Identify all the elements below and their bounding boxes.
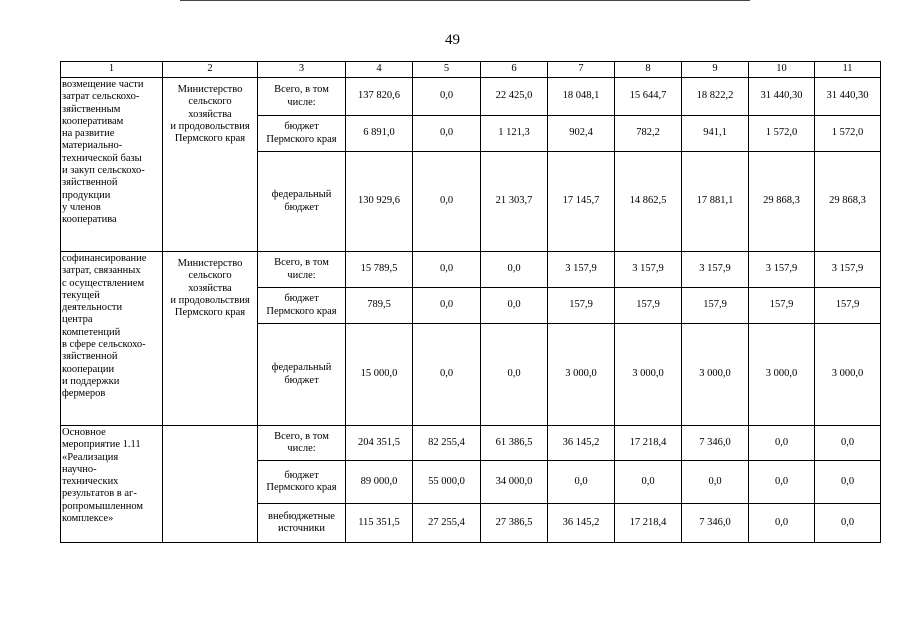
value-cell: 14 862,5 [615, 152, 682, 252]
value-cell: 18 822,2 [682, 78, 749, 116]
value-cell: 17 218,4 [615, 426, 682, 461]
value-cell: 22 425,0 [481, 78, 548, 116]
value-cell: 782,2 [615, 116, 682, 152]
value-cell: 0,0 [481, 288, 548, 324]
value-cell: 1 572,0 [815, 116, 881, 152]
activity-cell: Основное мероприятие 1.11 «Реализация научно- технических результатов в аг- ропромышленном комплексе» [61, 426, 163, 543]
value-cell: 3 157,9 [615, 252, 682, 288]
value-cell: 0,0 [682, 461, 749, 504]
executor-cell [163, 426, 258, 543]
value-cell: 15 789,5 [346, 252, 413, 288]
value-cell: 0,0 [815, 504, 881, 543]
executor-cell: Министерство сельского хозяйства и продовольствия Пермского края [163, 252, 258, 426]
column-header: 3 [258, 62, 346, 78]
value-cell: 0,0 [749, 426, 815, 461]
value-cell: 36 145,2 [548, 504, 615, 543]
value-cell: 157,9 [548, 288, 615, 324]
source-cell: бюджет Пермского края [258, 288, 346, 324]
value-cell: 3 000,0 [548, 324, 615, 426]
value-cell: 902,4 [548, 116, 615, 152]
value-cell: 0,0 [413, 288, 481, 324]
source-cell: Всего, в том числе: [258, 426, 346, 461]
value-cell: 0,0 [413, 116, 481, 152]
value-cell: 789,5 [346, 288, 413, 324]
source-cell: бюджет Пермского края [258, 461, 346, 504]
value-cell: 36 145,2 [548, 426, 615, 461]
value-cell: 17 218,4 [615, 504, 682, 543]
value-cell: 0,0 [815, 461, 881, 504]
source-cell: Всего, в том числе: [258, 78, 346, 116]
value-cell: 0,0 [615, 461, 682, 504]
value-cell: 157,9 [682, 288, 749, 324]
value-cell: 115 351,5 [346, 504, 413, 543]
budget-table [60, 61, 881, 543]
column-header: 2 [163, 62, 258, 78]
column-header: 8 [615, 62, 682, 78]
value-cell: 27 386,5 [481, 504, 548, 543]
value-cell: 157,9 [815, 288, 881, 324]
table-row [61, 252, 881, 288]
value-cell: 31 440,30 [815, 78, 881, 116]
activity-cell: возмещение части затрат сельскохо- зяйственным кооперативам на развитие материально- технической базы и закуп сельскохо- зяйственной продукции у членов кооператива [61, 78, 163, 252]
source-cell: федеральный бюджет [258, 152, 346, 252]
value-cell: 0,0 [815, 426, 881, 461]
value-cell: 55 000,0 [413, 461, 481, 504]
page-number: 49 [445, 32, 460, 48]
value-cell: 3 000,0 [749, 324, 815, 426]
value-cell: 82 255,4 [413, 426, 481, 461]
value-cell: 18 048,1 [548, 78, 615, 116]
column-header: 6 [481, 62, 548, 78]
column-header: 11 [815, 62, 881, 78]
source-cell: бюджет Пермского края [258, 116, 346, 152]
value-cell: 31 440,30 [749, 78, 815, 116]
value-cell: 0,0 [481, 324, 548, 426]
table-row [61, 78, 881, 116]
column-header: 10 [749, 62, 815, 78]
value-cell: 137 820,6 [346, 78, 413, 116]
value-cell: 3 157,9 [749, 252, 815, 288]
value-cell: 1 572,0 [749, 116, 815, 152]
value-cell: 157,9 [615, 288, 682, 324]
value-cell: 61 386,5 [481, 426, 548, 461]
value-cell: 0,0 [413, 252, 481, 288]
table-row [61, 426, 881, 461]
value-cell: 0,0 [481, 252, 548, 288]
source-cell: федеральный бюджет [258, 324, 346, 426]
value-cell: 27 255,4 [413, 504, 481, 543]
value-cell: 3 000,0 [682, 324, 749, 426]
source-cell: Всего, в том числе: [258, 252, 346, 288]
column-header: 1 [61, 62, 163, 78]
value-cell: 3 000,0 [815, 324, 881, 426]
value-cell: 941,1 [682, 116, 749, 152]
value-cell: 7 346,0 [682, 504, 749, 543]
header-row [61, 62, 881, 78]
column-header: 5 [413, 62, 481, 78]
value-cell: 29 868,3 [749, 152, 815, 252]
value-cell: 0,0 [548, 461, 615, 504]
value-cell: 17 881,1 [682, 152, 749, 252]
value-cell: 34 000,0 [481, 461, 548, 504]
value-cell: 15 000,0 [346, 324, 413, 426]
value-cell: 21 303,7 [481, 152, 548, 252]
value-cell: 0,0 [413, 78, 481, 116]
value-cell: 17 145,7 [548, 152, 615, 252]
value-cell: 0,0 [749, 504, 815, 543]
value-cell: 157,9 [749, 288, 815, 324]
value-cell: 3 157,9 [682, 252, 749, 288]
value-cell: 3 157,9 [815, 252, 881, 288]
value-cell: 89 000,0 [346, 461, 413, 504]
top-rule [180, 0, 750, 1]
source-cell: внебюджетные источники [258, 504, 346, 543]
value-cell: 3 157,9 [548, 252, 615, 288]
executor-cell: Министерство сельского хозяйства и продовольствия Пермского края [163, 78, 258, 252]
value-cell: 130 929,6 [346, 152, 413, 252]
value-cell: 0,0 [749, 461, 815, 504]
value-cell: 0,0 [413, 324, 481, 426]
value-cell: 6 891,0 [346, 116, 413, 152]
value-cell: 29 868,3 [815, 152, 881, 252]
value-cell: 7 346,0 [682, 426, 749, 461]
value-cell: 0,0 [413, 152, 481, 252]
value-cell: 204 351,5 [346, 426, 413, 461]
column-header: 9 [682, 62, 749, 78]
column-header: 7 [548, 62, 615, 78]
value-cell: 3 000,0 [615, 324, 682, 426]
value-cell: 15 644,7 [615, 78, 682, 116]
value-cell: 1 121,3 [481, 116, 548, 152]
column-header: 4 [346, 62, 413, 78]
activity-cell: софинансирование затрат, связанных с осуществлением текущей деятельности центра компетенций в сфере сельскохо- зяйственной кооперации и поддержки фермеров [61, 252, 163, 426]
